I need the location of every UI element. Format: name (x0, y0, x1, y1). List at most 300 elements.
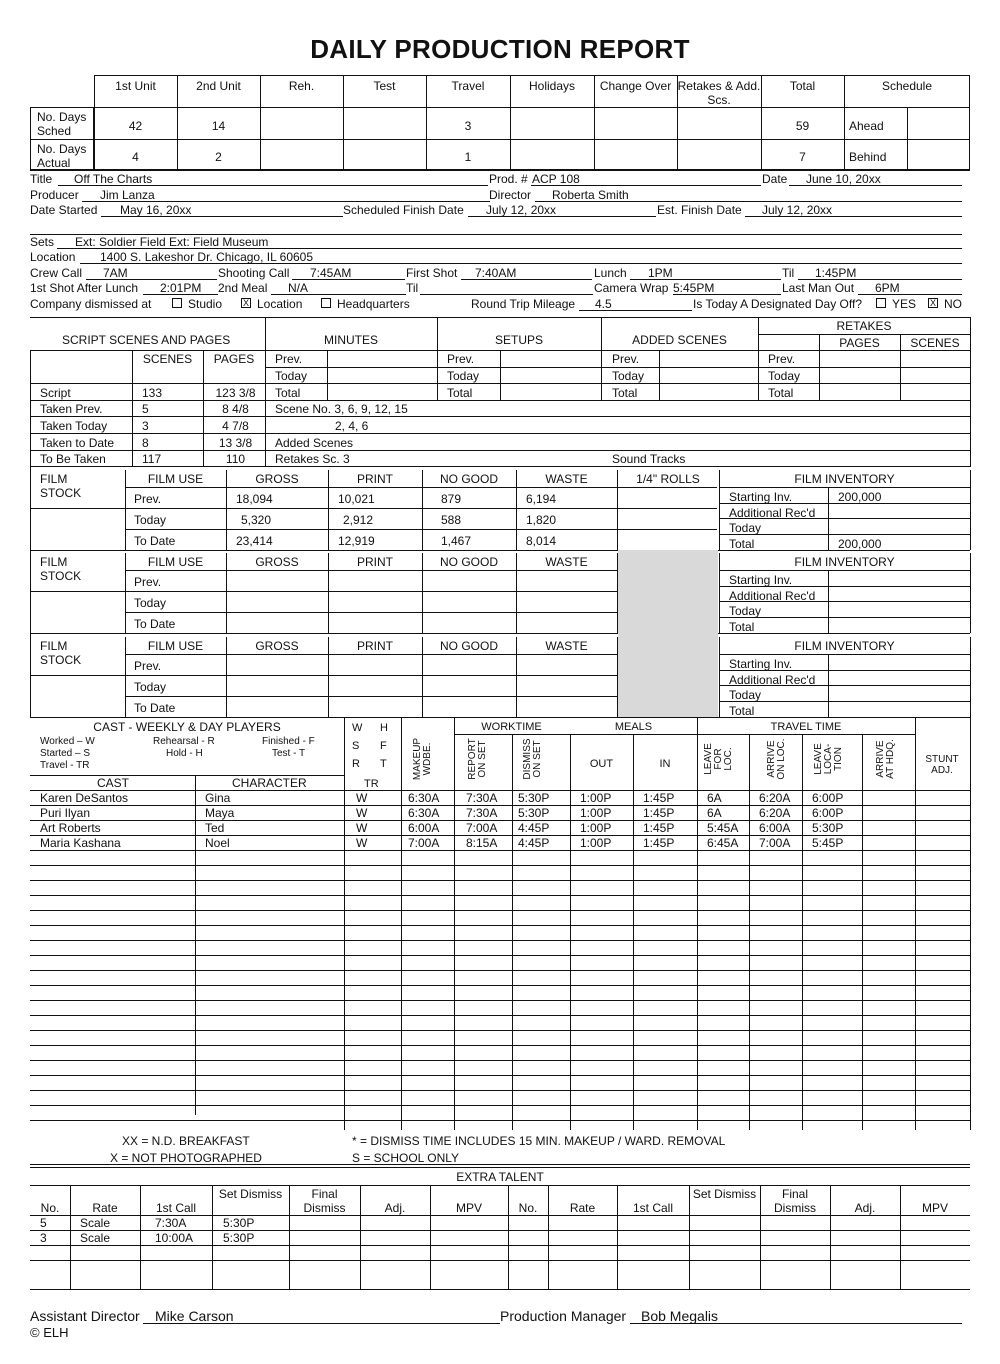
started-label: Date Started (30, 203, 98, 217)
scene-row-scenes: 133 (142, 386, 163, 400)
added-scenes-label: Added Scenes (275, 436, 354, 450)
scenes-row-line (30, 416, 970, 417)
cast-col-line (512, 790, 513, 1130)
cast-row-line (30, 865, 970, 866)
cast-value: 5:30P (518, 806, 550, 820)
days-sched-value: 59 (795, 119, 810, 133)
film-header: NO GOOD (439, 472, 498, 486)
inv-line (719, 654, 970, 655)
film-value: 8,014 (526, 534, 557, 548)
location-option-label: Location (257, 297, 303, 311)
inventory-row-label: Starting Inv. (729, 657, 793, 671)
cast-value: 7:00A (759, 836, 791, 850)
cast-value: 6:00P (812, 806, 844, 820)
day-off-no-checkbox[interactable]: X (929, 298, 936, 308)
character-col-header: CHARACTER (232, 776, 307, 790)
film-value: 23,414 (236, 534, 273, 548)
cast-col-line (633, 790, 634, 1130)
mileage-label: Round Trip Mileage (471, 297, 576, 311)
cast-value: 6A (707, 806, 722, 820)
days-row-line (30, 139, 970, 140)
film-value: 12,919 (338, 534, 375, 548)
inventory-row-label: Starting Inv. (729, 573, 793, 587)
film-row-label: To Date (134, 617, 176, 631)
dismiss-header: DISMISS ON SET (522, 738, 543, 780)
cast-name: Maria Kashana (40, 836, 121, 850)
lunch-value: 1PM (648, 266, 673, 280)
days-sched-value: 42 (128, 119, 143, 133)
today-label: Today (275, 369, 308, 383)
shooting-call-label: Shooting Call (218, 266, 290, 280)
days-header-9: Schedule (881, 79, 933, 93)
cast-value: 5:45P (812, 836, 844, 850)
inventory-row-label: Today (729, 521, 762, 535)
first-shot-label: First Shot (406, 266, 458, 280)
title-value: Off The Charts (74, 172, 153, 186)
film-line (30, 633, 970, 634)
makeup-header: MAKEUP WDBE. (412, 737, 433, 781)
cast-col-line (697, 790, 698, 1130)
code-f: F (380, 740, 387, 752)
last-man-underline (858, 294, 962, 295)
sound-tracks-label: Sound Tracks (612, 452, 686, 466)
days-sched-value: 3 (464, 119, 472, 133)
prod-label: Prod. # (489, 172, 528, 186)
cast-value: 6:20A (759, 791, 791, 805)
cast-row-line (30, 880, 970, 881)
film-row-label: To Date (134, 534, 176, 548)
col-line (970, 317, 971, 467)
retakes-label: Retakes Sc. 3 (275, 452, 350, 466)
film-header: GROSS (255, 472, 299, 486)
cast-col-line (570, 790, 571, 1130)
second-meal-value: N/A (288, 281, 309, 295)
cast-value: 6:20A (759, 806, 791, 820)
legend-finished: Finished - F (262, 736, 315, 747)
last-man-value: 6PM (875, 281, 900, 295)
inventory-row-label: Additional Rec'd (729, 588, 816, 603)
inv-line (719, 487, 970, 488)
days-header-2: Reh. (288, 79, 315, 93)
cast-name: Puri Ilyan (40, 806, 91, 820)
extra-col-header: 1st Call (155, 1201, 196, 1215)
total-label: Total (768, 386, 794, 400)
extra-col-header: Final Dismiss (303, 1187, 346, 1215)
days-header-3: Test (373, 79, 396, 93)
extra-col-header: Rate (92, 1201, 118, 1215)
cast-line (30, 775, 344, 776)
cast-value: 6:00A (408, 821, 440, 835)
cast-row-line (30, 1000, 970, 1001)
added-scenes-header: ADDED SCENES (632, 333, 727, 347)
inventory-row-label: Total (729, 619, 755, 634)
scene-row-label: Taken Prev. (40, 402, 103, 416)
extra-col-header: Set Dismiss (218, 1187, 283, 1201)
pm-value: Bob Megalis (641, 1308, 719, 1324)
film-line (125, 508, 717, 509)
cast-row-line (30, 895, 970, 896)
film-row-label: Today (134, 596, 167, 610)
film-top (30, 466, 970, 467)
col-line (265, 383, 266, 466)
location-checkbox[interactable]: X (242, 298, 249, 308)
sets-value: Ext: Soldier Field Ext: Field Museum (75, 235, 269, 249)
film-header: FILM USE (147, 639, 204, 653)
cast-line (862, 734, 863, 790)
legend-worked: Worked – W (40, 736, 95, 747)
til2-underline (420, 294, 593, 295)
minutes-header: MINUTES (324, 333, 378, 347)
film-line (30, 508, 125, 509)
days-row-line (30, 170, 970, 171)
total-label: Total (275, 386, 301, 400)
scene-row-label: Script (40, 386, 71, 400)
film-header: NO GOOD (439, 639, 498, 653)
legend-rehearsal: Rehearsal - R (153, 736, 215, 747)
col-line (659, 350, 660, 400)
cast-value: 1:00P (580, 806, 612, 820)
setups-header: SETUPS (494, 333, 543, 347)
cast-col-line (915, 790, 916, 1130)
extra-col-header: No. (518, 1201, 538, 1215)
legend-test: Test - T (272, 748, 306, 759)
sets-label: Sets (30, 235, 55, 249)
cast-line (344, 717, 345, 790)
location-value: 1400 S. Lakeshor Dr. Chicago, IL 60605 (100, 250, 314, 264)
film-line (970, 553, 971, 633)
retakes-header: RETAKES (836, 319, 892, 333)
pages-col-header: PAGES (213, 352, 255, 366)
days-actual-value: 7 (799, 150, 806, 164)
inventory-total-value: 200,000 (838, 537, 882, 551)
leave-location-header: LEAVE LOCA- TION (813, 743, 844, 775)
behind-label: Behind (849, 150, 887, 164)
day-off-yes-checkbox[interactable] (876, 298, 886, 308)
col-line (601, 317, 602, 400)
est-finish-value: July 12, 20xx (762, 203, 833, 217)
producer-label: Producer (30, 188, 79, 202)
worktime-header: WORKTIME (481, 721, 542, 733)
shaded-area (618, 550, 718, 717)
film-header: PRINT (357, 472, 393, 486)
extra-col-header: Final Dismiss (774, 1187, 816, 1215)
cast-row-line (30, 940, 970, 941)
extra-value: Scale (80, 1216, 111, 1230)
location-label: Location (30, 250, 76, 264)
today-label: Today (612, 369, 645, 383)
extra-bottom (30, 1289, 970, 1290)
retakes-top (758, 317, 970, 318)
film-line (970, 470, 971, 550)
est-finish-label: Est. Finish Date (657, 203, 742, 217)
cast-value: 6:30A (408, 806, 440, 820)
cast-value: 6:00A (759, 821, 791, 835)
cast-col-line (862, 790, 863, 1130)
cast-header: CAST - WEEKLY & DAY PLAYERS (93, 720, 281, 734)
scene-row-pages: 110 (225, 452, 246, 466)
director-value: Roberta Smith (552, 188, 629, 202)
headquarters-checkbox[interactable] (321, 298, 331, 308)
extra-col-header: MPV (921, 1201, 948, 1215)
arrive-loc-header: ARRIVE ON LOC. (766, 738, 787, 780)
total-label: Total (612, 386, 638, 400)
scene-row-scenes: 117 (142, 452, 162, 466)
days-sched-value: 14 (211, 119, 226, 133)
crew-call-value: 7AM (103, 266, 128, 280)
camera-wrap-value: 5:45PM (673, 281, 715, 295)
scenes-row-line (30, 433, 970, 434)
days-header-8: Total (789, 79, 816, 93)
cast-row-line (30, 910, 970, 911)
inventory-row-label: Starting Inv. (729, 490, 793, 504)
cast-value: 5:30P (812, 821, 844, 835)
film-header: PRINT (357, 555, 393, 569)
scene-row-pages: 123 3/8 (215, 386, 256, 400)
film-line (30, 591, 125, 592)
col-line (30, 350, 31, 467)
days-header-7: Retakes & Add. Scs. (677, 79, 761, 107)
note-school-only: S = SCHOOL ONLY (352, 1151, 460, 1165)
film-inventory-header: FILM INVENTORY (794, 639, 895, 653)
extra-value: 3 (40, 1231, 47, 1245)
code-r: R (352, 758, 360, 770)
code-s: S (352, 740, 360, 752)
days-header-1: 2nd Unit (196, 79, 241, 93)
cast-row-line (30, 1105, 970, 1106)
cast-col-line (970, 790, 971, 1130)
cast-value: 1:00P (580, 821, 612, 835)
days-actual-value: 1 (464, 150, 472, 164)
ad-value: Mike Carson (155, 1308, 234, 1324)
film-header: WASTE (545, 639, 588, 653)
days-header-0: 1st Unit (115, 79, 156, 93)
film-value: 2,912 (343, 513, 374, 527)
notes-bottom-2 (30, 1167, 970, 1168)
started-value: May 16, 20xx (120, 203, 192, 217)
cast-value: 1:00P (580, 836, 612, 850)
film-header: PRINT (357, 639, 393, 653)
scenes-row-line (30, 383, 970, 384)
days-sched-label: No. Days Sched (37, 110, 87, 138)
character-name: Ted (205, 821, 225, 835)
inventory-row-label: Total (729, 536, 755, 551)
film-row-label: Today (134, 680, 167, 694)
cast-value: 5:45A (707, 821, 739, 835)
scene-row-pages: 13 3/8 (218, 436, 253, 450)
arrive-hdq-header: ARRIVE AT HDQ. (875, 739, 896, 779)
cast-value: 1:45P (643, 791, 675, 805)
cast-value: 1:45P (643, 821, 675, 835)
cast-value: W (356, 836, 368, 850)
cast-value: 4:45P (518, 836, 550, 850)
days-header-6: Change Over (599, 79, 672, 93)
film-value: 1,820 (526, 513, 557, 527)
film-row-label: Prev. (134, 575, 162, 589)
film-inventory-header: FILM INVENTORY (794, 472, 895, 486)
days-actual-value: 4 (132, 150, 139, 164)
film-header: GROSS (255, 555, 299, 569)
notes-bottom (30, 1164, 970, 1165)
prev-label: Prev. (768, 352, 796, 366)
inv-line (719, 570, 970, 571)
second-meal-label: 2nd Meal (218, 281, 268, 295)
inventory-row-label: Additional Rec'd (729, 672, 816, 687)
first-shot-value: 7:40AM (475, 266, 517, 280)
after-lunch-value: 2:01PM (160, 281, 202, 295)
extra-value: 7:30A (155, 1216, 187, 1230)
til-label: Til (782, 266, 795, 280)
film-header: GROSS (255, 639, 299, 653)
cast-line (915, 717, 916, 790)
film-header: WASTE (545, 555, 588, 569)
total-label: Total (447, 386, 473, 400)
code-t: T (380, 758, 387, 770)
film-stock-label: FILM STOCK (40, 472, 82, 500)
film-header: WASTE (545, 472, 588, 486)
til2-label: Til (406, 281, 419, 295)
scene-row-pages: 8 4/8 (222, 402, 249, 416)
film-line (970, 637, 971, 717)
film-value: 588 (441, 513, 462, 527)
extra-talent-header: EXTRA TALENT (456, 1170, 544, 1184)
cast-value: 6A (707, 791, 722, 805)
film-row-label: To Date (134, 701, 176, 715)
film-line (125, 529, 717, 530)
extra-value: 5 (40, 1216, 47, 1230)
days-header-4: Travel (451, 79, 485, 93)
inv-line (828, 570, 829, 633)
legend-hold: Hold - H (166, 748, 203, 759)
scene-numbers: Scene No. 3, 6, 9, 12, 15 (275, 402, 408, 416)
cast-row-line (30, 1015, 970, 1016)
cast-value: W (356, 806, 368, 820)
note-not-photographed: X = NOT PHOTOGRAPHED (110, 1151, 262, 1165)
cast-value: 7:00A (466, 821, 498, 835)
camera-wrap-label: Camera Wrap (594, 281, 669, 295)
film-row-label: Prev. (134, 492, 162, 506)
director-label: Director (489, 188, 532, 202)
scene-row-label: To Be Taken (40, 452, 106, 466)
cast-col-line (344, 790, 345, 1130)
cast-value: 7:00A (408, 836, 440, 850)
scenes-col-header: SCENES (142, 352, 193, 366)
ad-label: Assistant Director (30, 1308, 140, 1324)
til-value: 1:45PM (815, 266, 857, 280)
cast-line (749, 734, 750, 790)
retakes-sub (758, 334, 970, 335)
prev-label: Prev. (612, 352, 640, 366)
script-scenes-header: SCRIPT SCENES AND PAGES (62, 333, 231, 347)
film-row-label: Prev. (134, 659, 162, 673)
code-h: H (380, 722, 388, 734)
cast-value: 4:45P (518, 821, 550, 835)
headquarters-option-label: Headquarters (337, 297, 410, 311)
day-off-no-option-label: NO (944, 297, 962, 311)
film-value: 6,194 (526, 492, 557, 506)
today-label: Today (768, 369, 801, 383)
cast-name: Art Roberts (40, 821, 101, 835)
scene-numbers-today: 2, 4, 6 (335, 419, 369, 433)
extra-row-line (30, 1260, 970, 1261)
sched-finish-label: Scheduled Finish Date (343, 203, 464, 217)
film-inventory-header: FILM INVENTORY (794, 555, 895, 569)
cast-value: 6:00P (812, 791, 844, 805)
cast-col-line (195, 775, 196, 1115)
meals-out-header: OUT (589, 758, 614, 770)
cast-row-line (30, 1075, 970, 1076)
cast-value: 6:30A (408, 791, 440, 805)
day-off-label: Is Today A Designated Day Off? (693, 297, 862, 311)
film-value: 18,094 (236, 492, 273, 506)
extra-col-header: Adj. (854, 1201, 876, 1215)
shooting-call-value: 7:45AM (310, 266, 352, 280)
cast-line (512, 734, 513, 790)
film-line (125, 487, 717, 488)
date-label: Date (762, 172, 788, 186)
cast-value: 7:30A (466, 791, 498, 805)
cast-row-line (30, 985, 970, 986)
meals-in-header: IN (659, 758, 671, 770)
mileage-value: 4.5 (595, 297, 612, 311)
cast-value: 1:00P (580, 791, 612, 805)
after-lunch-label: 1st Shot After Lunch (30, 281, 139, 295)
extra-row-line (30, 1245, 970, 1246)
cast-value: 1:45P (643, 836, 675, 850)
studio-checkbox[interactable] (172, 298, 182, 308)
cast-value: W (356, 791, 368, 805)
film-stock-label: FILM STOCK (40, 555, 82, 583)
today-label: Today (447, 369, 480, 383)
col-line (327, 350, 328, 400)
date-value: June 10, 20xx (806, 172, 881, 186)
scene-row-scenes: 5 (142, 402, 149, 416)
cast-col-line (454, 790, 455, 1130)
extra-col-header: 1st Call (632, 1201, 673, 1215)
schedule-split-line (907, 107, 908, 170)
scenes-header-line (30, 350, 970, 351)
cast-col-line (802, 790, 803, 1130)
cast-value: 8:15A (466, 836, 498, 850)
pm-label: Production Manager (500, 1308, 627, 1324)
film-header: NO GOOD (439, 555, 498, 569)
retakes-scenes-header: SCENES (910, 336, 960, 350)
retakes-pages-header: PAGES (839, 336, 880, 350)
scenes-row-line (30, 450, 970, 451)
film-value: 879 (441, 492, 462, 506)
inventory-start-value: 200,000 (838, 490, 882, 504)
day-off-yes-option-label: YES (892, 297, 917, 311)
cast-top (30, 717, 970, 718)
note-nd-breakfast: XX = N.D. BREAKFAST (122, 1134, 250, 1148)
scene-row-label: Taken to Date (40, 436, 115, 450)
cast-line (802, 734, 803, 790)
scene-row-scenes: 3 (142, 419, 149, 433)
prod-value: ACP 108 (532, 172, 580, 186)
extra-col-header: Adj. (384, 1201, 406, 1215)
days-row-line (30, 107, 970, 108)
cast-value: 6:45A (707, 836, 739, 850)
film-value: 1,467 (441, 534, 472, 548)
report-header: REPORT ON SET (467, 738, 488, 780)
extra-value: 5:30P (223, 1216, 255, 1230)
cast-row-line (30, 955, 970, 956)
inv-line (828, 654, 829, 717)
dismissed-label: Company dismissed at (30, 297, 152, 311)
legend-travel: Travel - TR (40, 760, 90, 771)
col-line (437, 317, 438, 400)
extra-col-header: Set Dismiss (692, 1187, 757, 1201)
character-name: Gina (205, 791, 231, 805)
